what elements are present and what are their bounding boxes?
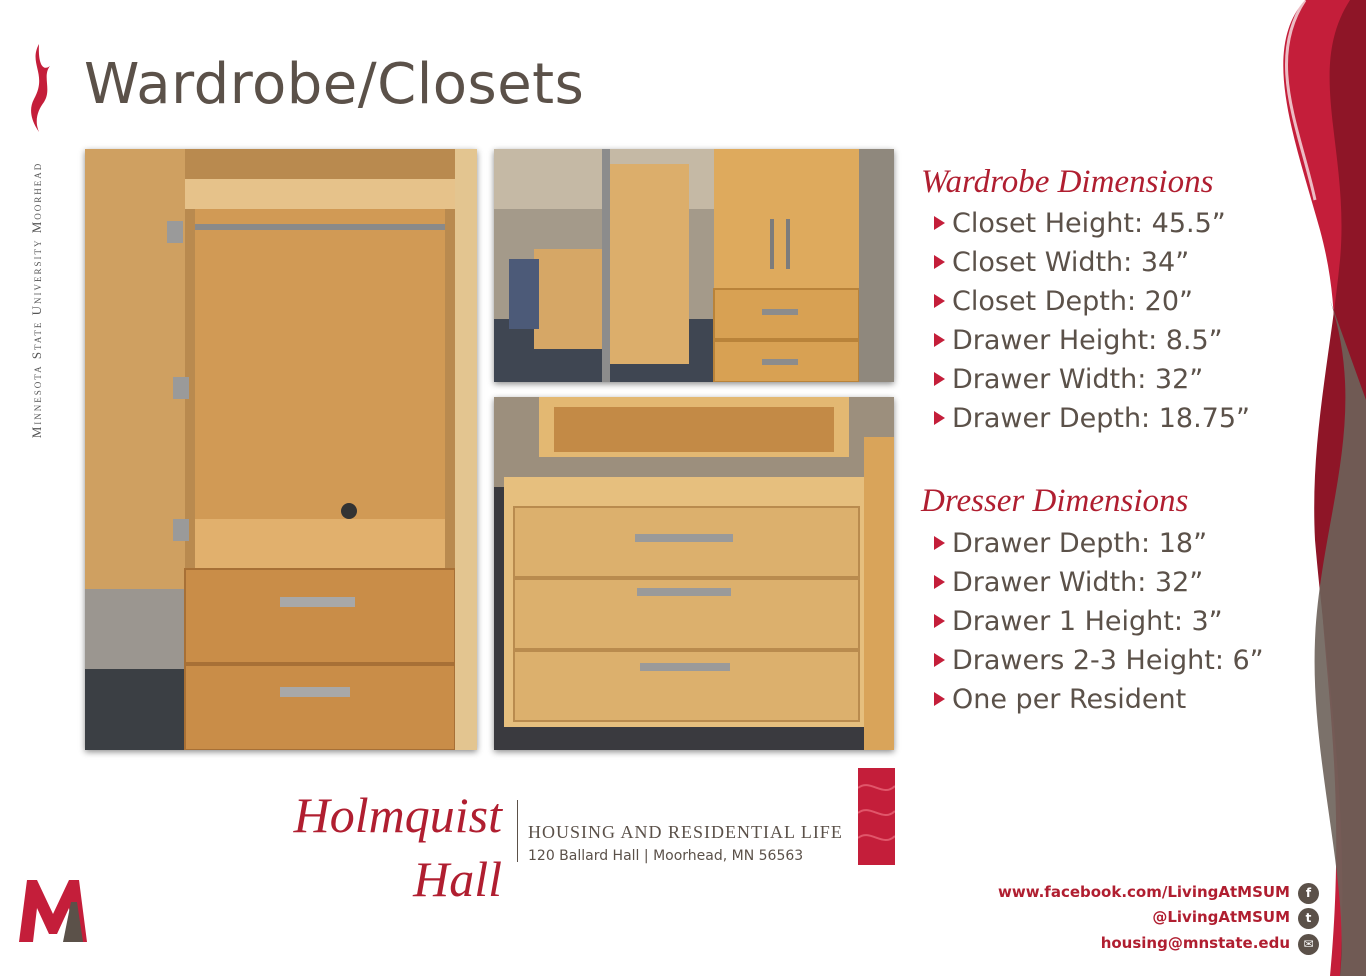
bullet-triangle-icon [934, 216, 945, 230]
bullet-triangle-icon [934, 411, 945, 425]
list-item: One per Resident [934, 680, 1264, 719]
facebook-link[interactable]: www.facebook.com/LivingAtMSUM [997, 883, 1290, 901]
wardrobe-dimensions-heading: Wardrobe Dimensions [921, 164, 1214, 200]
decorative-swoosh [1200, 0, 1366, 976]
list-item: Closet Height: 45.5” [934, 204, 1250, 243]
list-item: Closet Width: 34” [934, 243, 1250, 282]
msum-m-logo-icon [17, 872, 89, 944]
list-item: Drawer Width: 32” [934, 360, 1250, 399]
mail-icon[interactable]: ✉ [1298, 934, 1319, 955]
hall-name-line2: Hall [413, 851, 502, 907]
bullet-triangle-icon [934, 536, 945, 550]
twitter-link[interactable]: @LivingAtMSUM [1152, 908, 1290, 926]
list-item: Drawer Depth: 18.75” [934, 399, 1250, 438]
dresser-dimensions-list [934, 524, 1264, 719]
twitter-icon[interactable]: t [1298, 908, 1319, 929]
hall-name-line1: Holmquist [293, 787, 502, 843]
list-item: Drawer Width: 32” [934, 563, 1264, 602]
list-item: Drawer Height: 8.5” [934, 321, 1250, 360]
bullet-triangle-icon [934, 692, 945, 706]
bullet-triangle-icon [934, 614, 945, 628]
page-title: Wardrobe/Closets [84, 52, 585, 117]
list-item: Drawers 2-3 Height: 6” [934, 641, 1264, 680]
department-address: 120 Ballard Hall | Moorhead, MN 56563 [528, 848, 804, 864]
list-item: Closet Depth: 20” [934, 282, 1250, 321]
bullet-triangle-icon [934, 294, 945, 308]
list-item: Drawer Depth: 18” [934, 524, 1264, 563]
photo-wardrobe-open [85, 149, 477, 750]
list-item: Drawer 1 Height: 3” [934, 602, 1264, 641]
facebook-icon[interactable]: f [1298, 883, 1319, 904]
bullet-triangle-icon [934, 333, 945, 347]
decorative-red-tile [858, 768, 895, 865]
dresser-dimensions-heading: Dresser Dimensions [921, 483, 1189, 519]
photo-dresser [494, 397, 894, 750]
flame-logo-icon [24, 44, 54, 134]
department-name: HOUSING AND RESIDENTIAL LIFE [528, 822, 843, 842]
divider [517, 800, 518, 862]
wardrobe-dimensions-list [934, 204, 1250, 438]
bullet-triangle-icon [934, 372, 945, 386]
bullet-triangle-icon [934, 653, 945, 667]
photo-room-wardrobe [494, 149, 894, 382]
bullet-triangle-icon [934, 575, 945, 589]
email-link[interactable]: housing@mnstate.edu [1100, 934, 1290, 952]
bullet-triangle-icon [934, 255, 945, 269]
